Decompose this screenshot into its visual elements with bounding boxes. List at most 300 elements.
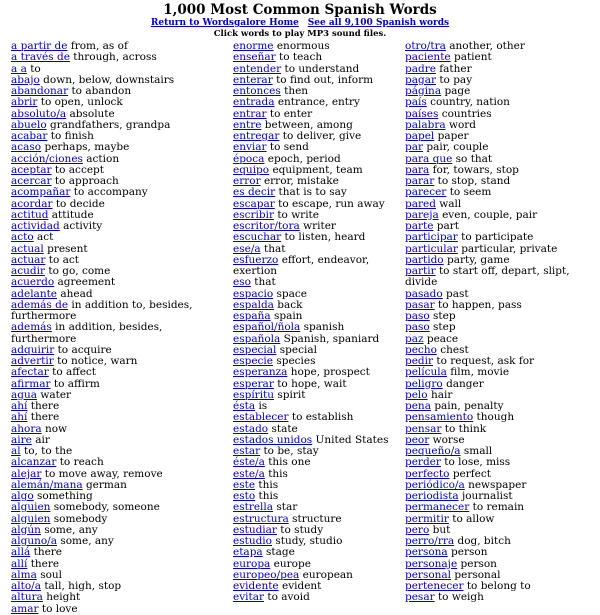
all-words-link[interactable]: See all 9,100 Spanish words [307,18,450,28]
spanish-word-link[interactable]: parecer [405,186,447,199]
spanish-word-link[interactable]: papel [405,130,435,142]
english-translation: down, below, downstairs [43,73,175,86]
spanish-word-link[interactable]: estrella [233,501,274,514]
spanish-word-link[interactable]: participar [405,231,458,244]
english-translation: another, other [449,40,525,52]
spanish-word-link[interactable]: es decir [233,186,276,199]
english-translation: to teach [278,51,323,64]
english-translation: some, any [44,523,98,536]
spanish-word-link[interactable]: pertenecer [405,580,464,592]
spanish-word-link[interactable]: amar [11,602,39,615]
english-translation: german [85,478,127,491]
english-translation: europe [273,557,311,570]
word-entry [405,592,595,603]
english-translation: european [302,568,353,581]
word-entry [11,604,223,615]
english-translation: present [47,242,88,255]
english-translation: to accept [54,163,104,176]
spanish-word-link[interactable]: pelo [405,388,428,401]
spanish-word-link[interactable]: este [233,478,256,491]
english-translation: to establish [291,411,354,424]
spanish-word-link[interactable]: escuchar [233,231,282,244]
spanish-word-link[interactable]: europa [233,557,271,570]
spanish-word-link[interactable]: evidente [233,580,279,592]
spanish-word-link[interactable]: enviar [233,141,267,154]
spanish-word-link[interactable]: evitar [233,591,265,604]
english-translation: spanish [303,321,345,334]
spanish-word-link[interactable]: estructura [233,512,289,525]
spanish-word-link[interactable]: país [405,96,427,109]
spanish-word-link[interactable]: espalda [233,298,274,311]
spanish-word-link[interactable]: personal [405,568,452,581]
spanish-word-link[interactable]: actuar [11,253,46,266]
english-translation: party, game [446,253,510,266]
word-column-3 [405,41,595,604]
english-translation: error, mistake [263,175,339,187]
english-translation: to lose, miss [444,456,511,469]
spanish-word-link[interactable]: página [405,85,442,97]
spanish-word-link[interactable]: altura [11,591,43,604]
spanish-word-link[interactable]: abrir [11,96,38,109]
spanish-word-link[interactable]: establecer [233,411,289,424]
english-translation: spirit [277,388,306,401]
spanish-word-link[interactable]: españa [233,310,271,322]
english-translation: absolute [69,107,115,120]
word-entry [405,266,595,289]
english-translation: though [476,411,515,424]
english-translation: epoch, period [267,152,341,165]
spanish-word-link[interactable]: entregar [233,130,280,142]
spanish-word-link[interactable]: periodista [405,490,459,502]
spanish-word-link[interactable]: acuerdo [11,276,55,289]
spanish-word-link[interactable]: advertir [11,355,54,367]
english-translation: to deliver, give [282,130,362,142]
spanish-word-link[interactable]: ésta [233,400,256,412]
english-translation: act [37,231,54,244]
english-translation: air [35,433,50,446]
english-translation: to listen, heard [284,231,366,244]
spanish-word-link[interactable]: ahí [11,411,28,424]
english-translation: to pay [439,73,473,86]
english-translation: height [46,591,81,604]
english-translation: this [268,467,288,480]
english-translation: then [284,85,309,97]
spanish-word-link[interactable]: acaso [11,141,42,154]
spanish-word-link[interactable]: escritor/tora [233,220,300,232]
spanish-word-link[interactable]: adelante [11,287,58,300]
english-translation: entrance, entry [277,96,360,109]
english-translation: person [460,557,497,570]
english-translation: stage [266,546,295,559]
english-translation: star [276,501,298,514]
english-translation: to acquire [57,343,112,356]
english-translation: between, among [264,118,353,131]
spanish-word-link[interactable]: pensar [405,422,442,435]
spanish-word-link[interactable]: acto [11,231,34,244]
spanish-word-link[interactable]: ese/a [233,242,261,255]
spanish-word-link[interactable]: aire [11,433,32,446]
english-translation: to avoid [267,591,310,604]
english-translation: to allow [452,512,495,525]
spanish-word-link[interactable]: periódico/a [405,478,465,491]
english-translation: to understand [284,62,360,75]
english-translation: to notice, warn [57,355,138,367]
spanish-word-link[interactable]: allí [11,557,28,570]
english-translation: word [448,118,477,131]
spanish-word-link[interactable]: personaje [405,557,458,570]
english-translation: so that [455,152,493,165]
english-translation: to be, stay [263,445,319,457]
spanish-word-link[interactable]: estados unidos [233,433,313,446]
spanish-word-link[interactable]: española [233,332,281,345]
word-entry [11,300,223,323]
english-translation: newspaper [468,478,527,491]
english-translation: perfect [452,467,491,480]
english-translation: to send [269,141,309,154]
spanish-word-link[interactable]: paciente [405,51,451,64]
english-translation: to remain [472,501,525,514]
english-translation: space [276,287,307,300]
spanish-word-link[interactable]: espíritu [233,388,275,401]
english-translation: enormous [276,40,330,52]
spanish-word-link[interactable]: permitir [405,512,449,525]
word-entry [11,322,223,345]
english-translation: agreement [57,276,116,289]
spanish-word-link[interactable]: permanecer [405,501,470,514]
english-translation: person [451,546,488,559]
english-translation: writer [303,220,336,232]
spanish-word-link[interactable]: entre [233,118,262,131]
spanish-word-link[interactable]: esperar [233,377,274,390]
spanish-word-link[interactable]: equipo [233,163,270,176]
word-entry [11,412,223,423]
english-translation: perhaps, maybe [44,141,130,154]
english-translation: spain [273,310,303,322]
english-translation: to participate [461,231,534,244]
spanish-word-link[interactable]: eso [233,276,251,289]
spanish-word-link[interactable]: entrar [233,107,267,120]
english-translation: to weigh [437,591,484,604]
english-translation: countries [441,107,492,120]
word-column-2 [233,41,395,604]
spanish-word-link[interactable]: a partir de [11,40,68,52]
english-translation: to accompany [73,186,148,199]
english-translation: to start off, depart, slipt, divide [405,265,570,289]
spanish-word-link[interactable]: etapa [233,546,263,559]
spanish-word-link[interactable]: abuelo [11,118,47,131]
english-translation: to approach [54,175,119,187]
english-translation: paper [437,130,469,142]
spanish-word-link[interactable]: entonces [233,85,281,97]
word-entry [233,592,395,603]
spanish-word-link[interactable]: padre [405,62,436,75]
english-translation: danger [446,377,484,390]
english-translation: something [37,490,93,502]
spanish-word-link[interactable]: alto/a [11,580,41,592]
english-translation: wall [439,197,462,210]
spanish-word-link[interactable]: abajo [11,73,40,86]
english-translation: country, nation [430,96,510,109]
spanish-word-link[interactable]: pero [405,523,430,536]
english-translation: to hope, wait [277,377,347,390]
spanish-word-link[interactable]: allá [11,546,31,559]
english-translation: there [30,557,60,570]
spanish-word-link[interactable]: ahora [11,422,42,435]
spanish-word-link[interactable]: acción/ciones [11,152,83,165]
spanish-word-link[interactable]: español/ñola [233,321,301,334]
english-translation: soul [40,568,63,581]
spanish-word-link[interactable]: afirmar [11,377,51,390]
spanish-word-link[interactable]: acudir [11,265,46,277]
spanish-word-link[interactable]: agua [11,388,38,401]
english-translation: is [258,400,268,412]
spanish-word-link[interactable]: algún [11,523,41,536]
spanish-word-link[interactable]: alguien [11,512,51,525]
spanish-word-link[interactable]: alma [11,568,37,581]
spanish-word-link[interactable]: este/a [233,467,265,480]
english-translation: to decide [55,197,105,210]
spanish-word-link[interactable]: además [11,321,52,334]
english-translation: to move away, remove [44,467,163,480]
english-translation: this one [268,456,311,469]
spanish-word-link[interactable]: película [405,366,447,379]
english-translation: Spanish, spaniard [283,332,380,345]
word-entry [233,255,395,278]
english-translation: this [258,490,279,502]
english-translation: to affirm [53,377,100,390]
spanish-word-link[interactable]: afectar [11,366,49,379]
spanish-word-link[interactable]: paso [405,321,430,334]
instructions: Click words to play MP3 sound files. [213,29,387,39]
spanish-word-link[interactable]: al [11,445,21,457]
spanish-word-link[interactable]: espacio [233,287,274,300]
english-translation: to [30,62,41,75]
spanish-word-link[interactable]: pesar [405,591,435,604]
english-translation: that [263,242,286,255]
spanish-word-link[interactable]: parte [405,220,434,232]
spanish-word-link[interactable]: adquirir [11,343,55,356]
spanish-word-link[interactable]: actual [11,242,44,255]
spanish-word-link[interactable]: enorme [233,40,274,52]
english-translation: page [444,85,471,97]
english-translation: film, movie [450,366,510,379]
english-translation: water [40,388,72,401]
english-translation: to finish [50,130,94,142]
english-translation: through, across [73,51,157,64]
spanish-word-link[interactable]: pasado [405,287,443,300]
spanish-word-link[interactable]: entender [233,62,282,75]
spanish-word-link[interactable]: aceptar [11,163,52,176]
english-translation: state [271,422,298,435]
english-translation: that [254,276,276,289]
spanish-word-link[interactable]: partido [405,253,444,266]
spanish-word-link[interactable]: ahí [11,400,28,412]
spanish-word-link[interactable]: especie [233,355,273,367]
english-translation: study, studio [275,535,343,547]
english-translation: part [436,220,460,232]
english-translation: attitude [51,208,94,221]
spanish-word-link[interactable]: partir [405,265,436,277]
page-header [0,2,600,39]
spanish-word-link[interactable]: a a [11,62,27,75]
spanish-word-link[interactable]: perder [405,456,441,469]
spanish-word-link[interactable]: alguien [11,501,51,514]
english-translation: to enter [269,107,313,120]
english-translation: some, any [60,535,114,547]
spanish-word-link[interactable]: actitud [11,208,49,221]
english-translation: chest [440,343,469,356]
spanish-word-link[interactable]: pena [405,400,431,412]
spanish-word-link[interactable]: entrada [233,96,275,109]
english-translation: structure [292,512,342,525]
spanish-word-link[interactable]: par [405,141,424,154]
spanish-word-link[interactable]: acercar [11,175,52,187]
spanish-word-link[interactable]: peor [405,433,430,446]
spanish-word-link[interactable]: enseñar [233,51,276,64]
english-translation: to open, unlock [40,96,123,109]
english-translation: to act [48,253,79,266]
spanish-word-link[interactable]: paso [405,310,430,322]
english-translation: now [44,422,68,435]
english-translation: patient [453,51,492,64]
spanish-word-link[interactable]: pecho [405,343,437,356]
spanish-word-link[interactable]: acordar [11,197,53,210]
english-translation: to study [280,523,324,536]
spanish-word-link[interactable]: pasar [405,298,435,311]
spanish-word-link[interactable]: estado [233,422,269,435]
spanish-word-link[interactable]: acompañar [11,186,71,199]
spanish-word-link[interactable]: escapar [233,197,275,210]
english-translation: from, as of [70,40,128,52]
english-translation: pain, penalty [434,400,504,412]
english-translation: to write [277,208,319,221]
spanish-word-link[interactable]: europeo/pea [233,568,300,581]
spanish-word-link[interactable]: esto [233,490,256,502]
spanish-word-link[interactable]: particular [405,242,458,255]
spanish-word-link[interactable]: a través de [11,51,70,64]
word-column-1 [11,41,223,615]
spanish-word-link[interactable]: alguno/a [11,535,57,547]
spanish-word-link[interactable]: esperanza [233,366,288,379]
english-translation: to abandon [71,85,132,97]
spanish-word-link[interactable]: otro/tra [405,40,446,52]
english-translation: to happen, pass [438,298,522,311]
spanish-word-link[interactable]: perfecto [405,467,450,480]
spanish-word-link[interactable]: alcanzar [11,456,57,469]
spanish-word-link[interactable]: países [405,107,439,120]
english-translation: United States [315,433,389,446]
english-translation: small [463,445,493,457]
english-translation: somebody, someone [53,501,160,514]
english-translation: peace [426,332,459,345]
spanish-word-link[interactable]: pared [405,197,436,210]
spanish-word-link[interactable]: pequeño/a [405,445,461,457]
spanish-word-link[interactable]: estar [233,445,261,457]
english-translation: ahead [60,287,93,300]
spanish-word-link[interactable]: época [233,152,265,165]
english-translation: special [279,343,317,356]
english-translation: equipment, team [272,163,363,176]
english-translation: father [439,62,472,75]
english-translation: activity [63,220,103,232]
spanish-word-link[interactable]: paz [405,332,424,345]
spanish-word-link[interactable]: para que [405,152,453,165]
english-translation: somebody [53,512,108,525]
english-translation: particular, private [461,242,558,255]
spanish-word-link[interactable]: pedir [405,355,434,367]
english-translation: back [277,298,303,311]
english-translation: to escape, run away [278,197,385,210]
english-translation: to go, come [48,265,111,277]
english-translation: to stop, stand [437,175,511,187]
english-translation: pair, couple [426,141,489,154]
english-translation: to reach [59,456,104,469]
english-translation: past [446,287,469,300]
spanish-word-link[interactable]: algo [11,490,34,502]
english-translation: in addition to, besides, furthermore [11,298,193,322]
spanish-word-link[interactable]: error [233,175,261,187]
spanish-word-link[interactable]: esfuerzo [233,253,279,266]
english-translation: journalist [461,490,513,502]
home-link[interactable]: Return to Wordsgalore Home [150,18,299,28]
nav-links [0,18,600,29]
spanish-word-link[interactable]: además de [11,298,69,311]
spanish-word-link[interactable]: persona [405,546,448,559]
word-entry [11,52,223,63]
english-translation: to think [444,422,487,435]
spanish-word-link[interactable]: actividad [11,220,60,232]
english-translation: personal [454,568,501,581]
spanish-word-link[interactable]: escribir [233,208,274,221]
spanish-word-link[interactable]: perro/rra [405,535,455,547]
spanish-word-link[interactable]: para [405,163,430,176]
spanish-word-link[interactable]: pagar [405,73,436,86]
spanish-word-link[interactable]: peligro [405,377,443,390]
spanish-word-link[interactable]: enterar [233,73,273,86]
spanish-word-link[interactable]: alemán/mana [11,478,83,491]
spanish-word-link[interactable]: abandonar [11,85,69,97]
spanish-word-link[interactable]: especial [233,343,277,356]
english-translation: there [30,411,60,424]
spanish-word-link[interactable]: alejar [11,467,42,480]
english-translation: but [432,523,451,536]
english-translation: to love [41,602,78,615]
english-translation: to find out, inform [276,73,374,86]
english-translation: this [258,478,279,491]
spanish-word-link[interactable]: estudio [233,535,272,547]
english-translation: step [433,310,456,322]
spanish-word-link[interactable]: pensamiento [405,411,474,424]
english-translation: effort, endeavor, exertion [233,253,370,277]
spanish-word-link[interactable]: estudiar [233,523,277,536]
spanish-word-link[interactable]: absoluto/a [11,107,67,120]
spanish-word-link[interactable]: palabra [405,118,446,131]
english-translation: tall, high, stop [44,580,122,592]
english-translation: that is to say [278,186,347,199]
english-translation: hope, prospect [290,366,370,379]
spanish-word-link[interactable]: éste/a [233,456,265,469]
english-translation: to, to the [23,445,73,457]
english-translation: even, couple, pair [442,208,538,221]
page-title: 1,000 Most Common Spanish Words [163,2,437,18]
spanish-word-link[interactable]: pareja [405,208,439,221]
spanish-word-link[interactable]: acabar [11,130,48,142]
english-translation: for, towars, stop [432,163,519,176]
english-translation: to affect [52,366,97,379]
english-translation: grandfathers, grandpa [49,118,171,131]
english-translation: evident [281,580,322,592]
spanish-word-link[interactable]: parar [405,175,435,187]
